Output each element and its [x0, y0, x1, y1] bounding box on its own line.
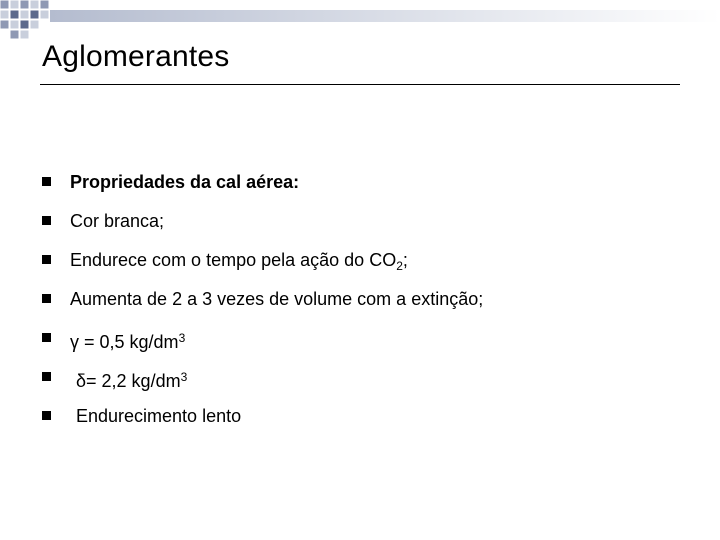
- superscript: 3: [178, 331, 186, 345]
- bullet-item: [42, 203, 682, 242]
- bullet-list: [42, 164, 682, 437]
- header-gradient-bar: [50, 10, 720, 22]
- header-decoration: [0, 0, 720, 40]
- bullet-text-with-formula: [70, 242, 408, 284]
- title-divider: [40, 84, 680, 85]
- bullet-text: Endurece com o tempo pela ação do CO: [70, 250, 397, 270]
- bullet-text: Propriedades da cal aérea:: [70, 172, 300, 192]
- decor-squares: [0, 0, 49, 39]
- bullet-text: δ= 2,2 kg/dm: [76, 371, 181, 391]
- square-bullet-icon: [42, 294, 51, 303]
- bullet-item: [42, 164, 682, 203]
- bullet-text-with-formula: [70, 320, 185, 360]
- superscript: 3: [180, 370, 188, 384]
- bullet-text: Endurecimento lento: [76, 406, 242, 426]
- bullet-item: [42, 359, 682, 398]
- bullet-text-with-formula: [76, 359, 187, 399]
- square-bullet-icon: [42, 333, 51, 342]
- bullet-item: [42, 281, 682, 320]
- bullet-item: [42, 242, 682, 281]
- bullet-text: Aumenta de 2 a 3 vezes de volume com a extinção;: [70, 289, 484, 309]
- bullet-text-tail: ;: [402, 250, 408, 270]
- bullet-item: [42, 398, 682, 437]
- bullet-text: Cor branca;: [70, 211, 165, 231]
- square-bullet-icon: [42, 411, 51, 420]
- square-bullet-icon: [42, 177, 51, 186]
- square-bullet-icon: [42, 372, 51, 381]
- bullet-item: [42, 320, 682, 359]
- bullet-text: γ = 0,5 kg/dm: [70, 332, 179, 352]
- subscript: 2: [396, 259, 403, 273]
- slide-title: Aglomerantes: [42, 40, 230, 73]
- square-bullet-icon: [42, 216, 51, 225]
- square-bullet-icon: [42, 255, 51, 264]
